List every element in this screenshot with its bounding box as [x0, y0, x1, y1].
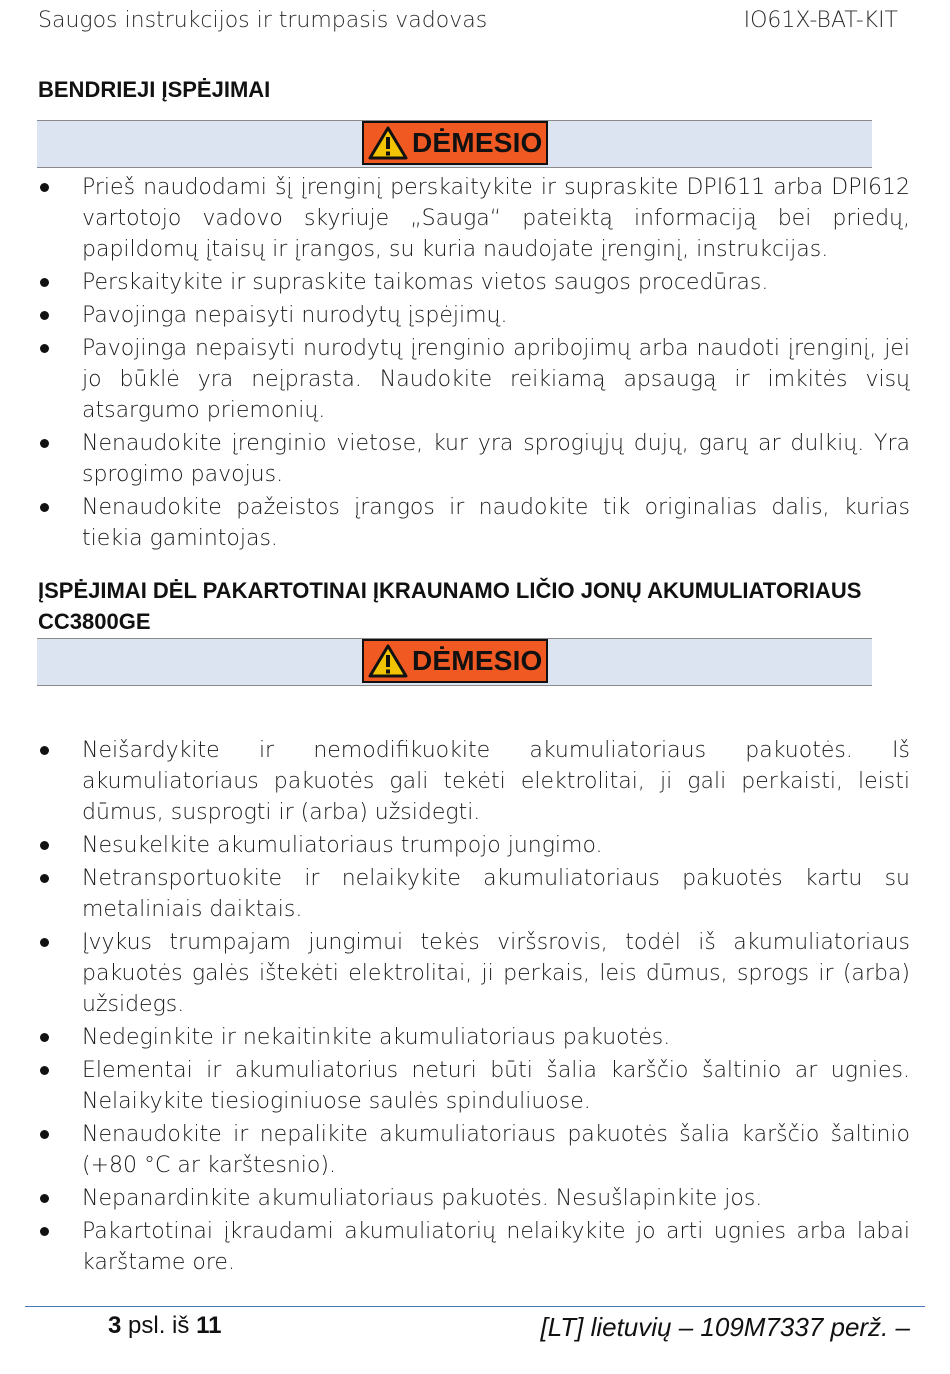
warning-triangle-icon: [368, 126, 408, 160]
bullet: [40, 311, 49, 320]
list-item: Pavojinga nepaisyti nurodytų įspėjimų.: [0, 300, 910, 331]
list-item: Nenaudokite įrenginio vietose, kur yra sprogiųjų dujų, garų ar dulkių. Yra sprogimo pavojus.: [0, 428, 910, 490]
list-item: Įvykus trumpajam jungimui tekės viršsrovis, todėl iš akumuliatoriaus pakuotės galės ištekėti elektrolitai, ji perkais, leis dūmus, sprogs ir (arba) užsidegs.: [0, 927, 910, 1020]
bullet: [40, 439, 49, 448]
list-item: Elementai ir akumuliatorius neturi būti šalia karščio šaltinio ar ugnies. Nelaikykite tiesioginiuose saulės spinduliuose.: [0, 1055, 910, 1117]
bullet: [40, 1194, 49, 1203]
list-item: Pavojinga nepaisyti nurodytų įrenginio apribojimų arba naudoti įrenginį, jei jo būklė yra neįprasta. Naudokite reikiamą apsaugą ir imkitės visų atsargumo priemonių.: [0, 333, 910, 426]
caution-label: [362, 121, 548, 165]
document-header-code: IO61X-BAT-KIT: [743, 8, 898, 33]
bullet: [40, 1130, 49, 1139]
list-item: Netransportuokite ir nelaikykite akumuliatoriaus pakuotės kartu su metaliniais daiktais.: [0, 863, 910, 925]
section-title-general-warnings: BENDRIEJI ĮSPĖJIMAI: [38, 77, 271, 102]
list-item: Pakartotinai įkraudami akumuliatorių nelaikykite jo arti ugnies arba labai karštame ore.: [0, 1216, 910, 1278]
general-warnings-list: [0, 172, 950, 556]
list-item: Nesukelkite akumuliatoriaus trumpojo jungimo.: [0, 830, 910, 861]
warning-band: [37, 120, 872, 168]
caution-label: [362, 639, 548, 683]
warning-band: [37, 638, 872, 686]
caution-word: DĖMESIO: [412, 127, 543, 158]
battery-warnings-list: [0, 735, 950, 1280]
list-item: Perskaitykite ir supraskite taikomas vietos saugos procedūras.: [0, 267, 910, 298]
bullet: [40, 841, 49, 850]
section-title-battery-warnings: ĮSPĖJIMAI DĖL PAKARTOTINAI ĮKRAUNAMO LIČIO JONŲ AKUMULIATORIAUS CC3800GE: [38, 578, 862, 634]
page-number: 3 psl. iš 11: [108, 1312, 222, 1339]
bullet: [40, 1066, 49, 1075]
list-item: Nedeginkite ir nekaitinkite akumuliatoriaus pakuotės.: [0, 1022, 910, 1053]
document-header-title: Saugos instrukcijos ir trumpasis vadovas: [38, 8, 488, 33]
bullet: [40, 746, 49, 755]
list-item: Nepanardinkite akumuliatoriaus pakuotės. Nesušlapinkite jos.: [0, 1183, 910, 1214]
bullet: [40, 503, 49, 512]
footer-divider: [25, 1306, 925, 1307]
bullet: [40, 1033, 49, 1042]
list-item: Prieš naudodami šį įrenginį perskaitykite ir supraskite DPI611 arba DPI612 vartotojo vadovo skyriuje „Sauga“ pateiktą informaciją bei priedų, papildomų įtaisų ir įrangos, su kuria naudojate įrenginį, instrukcijas.: [0, 172, 910, 265]
bullet: [40, 344, 49, 353]
document-reference: [LT] lietuvių – 109M7337 perž. –: [540, 1312, 910, 1342]
bullet: [40, 874, 49, 883]
bullet: [40, 278, 49, 287]
caution-word: DĖMESIO: [412, 645, 543, 676]
warning-triangle-icon: [368, 644, 408, 678]
bullet: [40, 1227, 49, 1236]
bullet: [40, 938, 49, 947]
list-item: Neišardykite ir nemodifikuokite akumuliatoriaus pakuotės. Iš akumuliatoriaus pakuotės gali tekėti elektrolitai, ji gali perkaisti, leisti dūmus, susprogti ir (arba) užsidegti.: [0, 735, 910, 828]
list-item: Nenaudokite pažeistos įrangos ir naudokite tik originalias dalis, kurias tiekia gamintojas.: [0, 492, 910, 554]
list-item: Nenaudokite ir nepalikite akumuliatoriaus pakuotės šalia karščio šaltinio (+80 °C ar karštesnio).: [0, 1119, 910, 1181]
bullet: [40, 183, 49, 192]
